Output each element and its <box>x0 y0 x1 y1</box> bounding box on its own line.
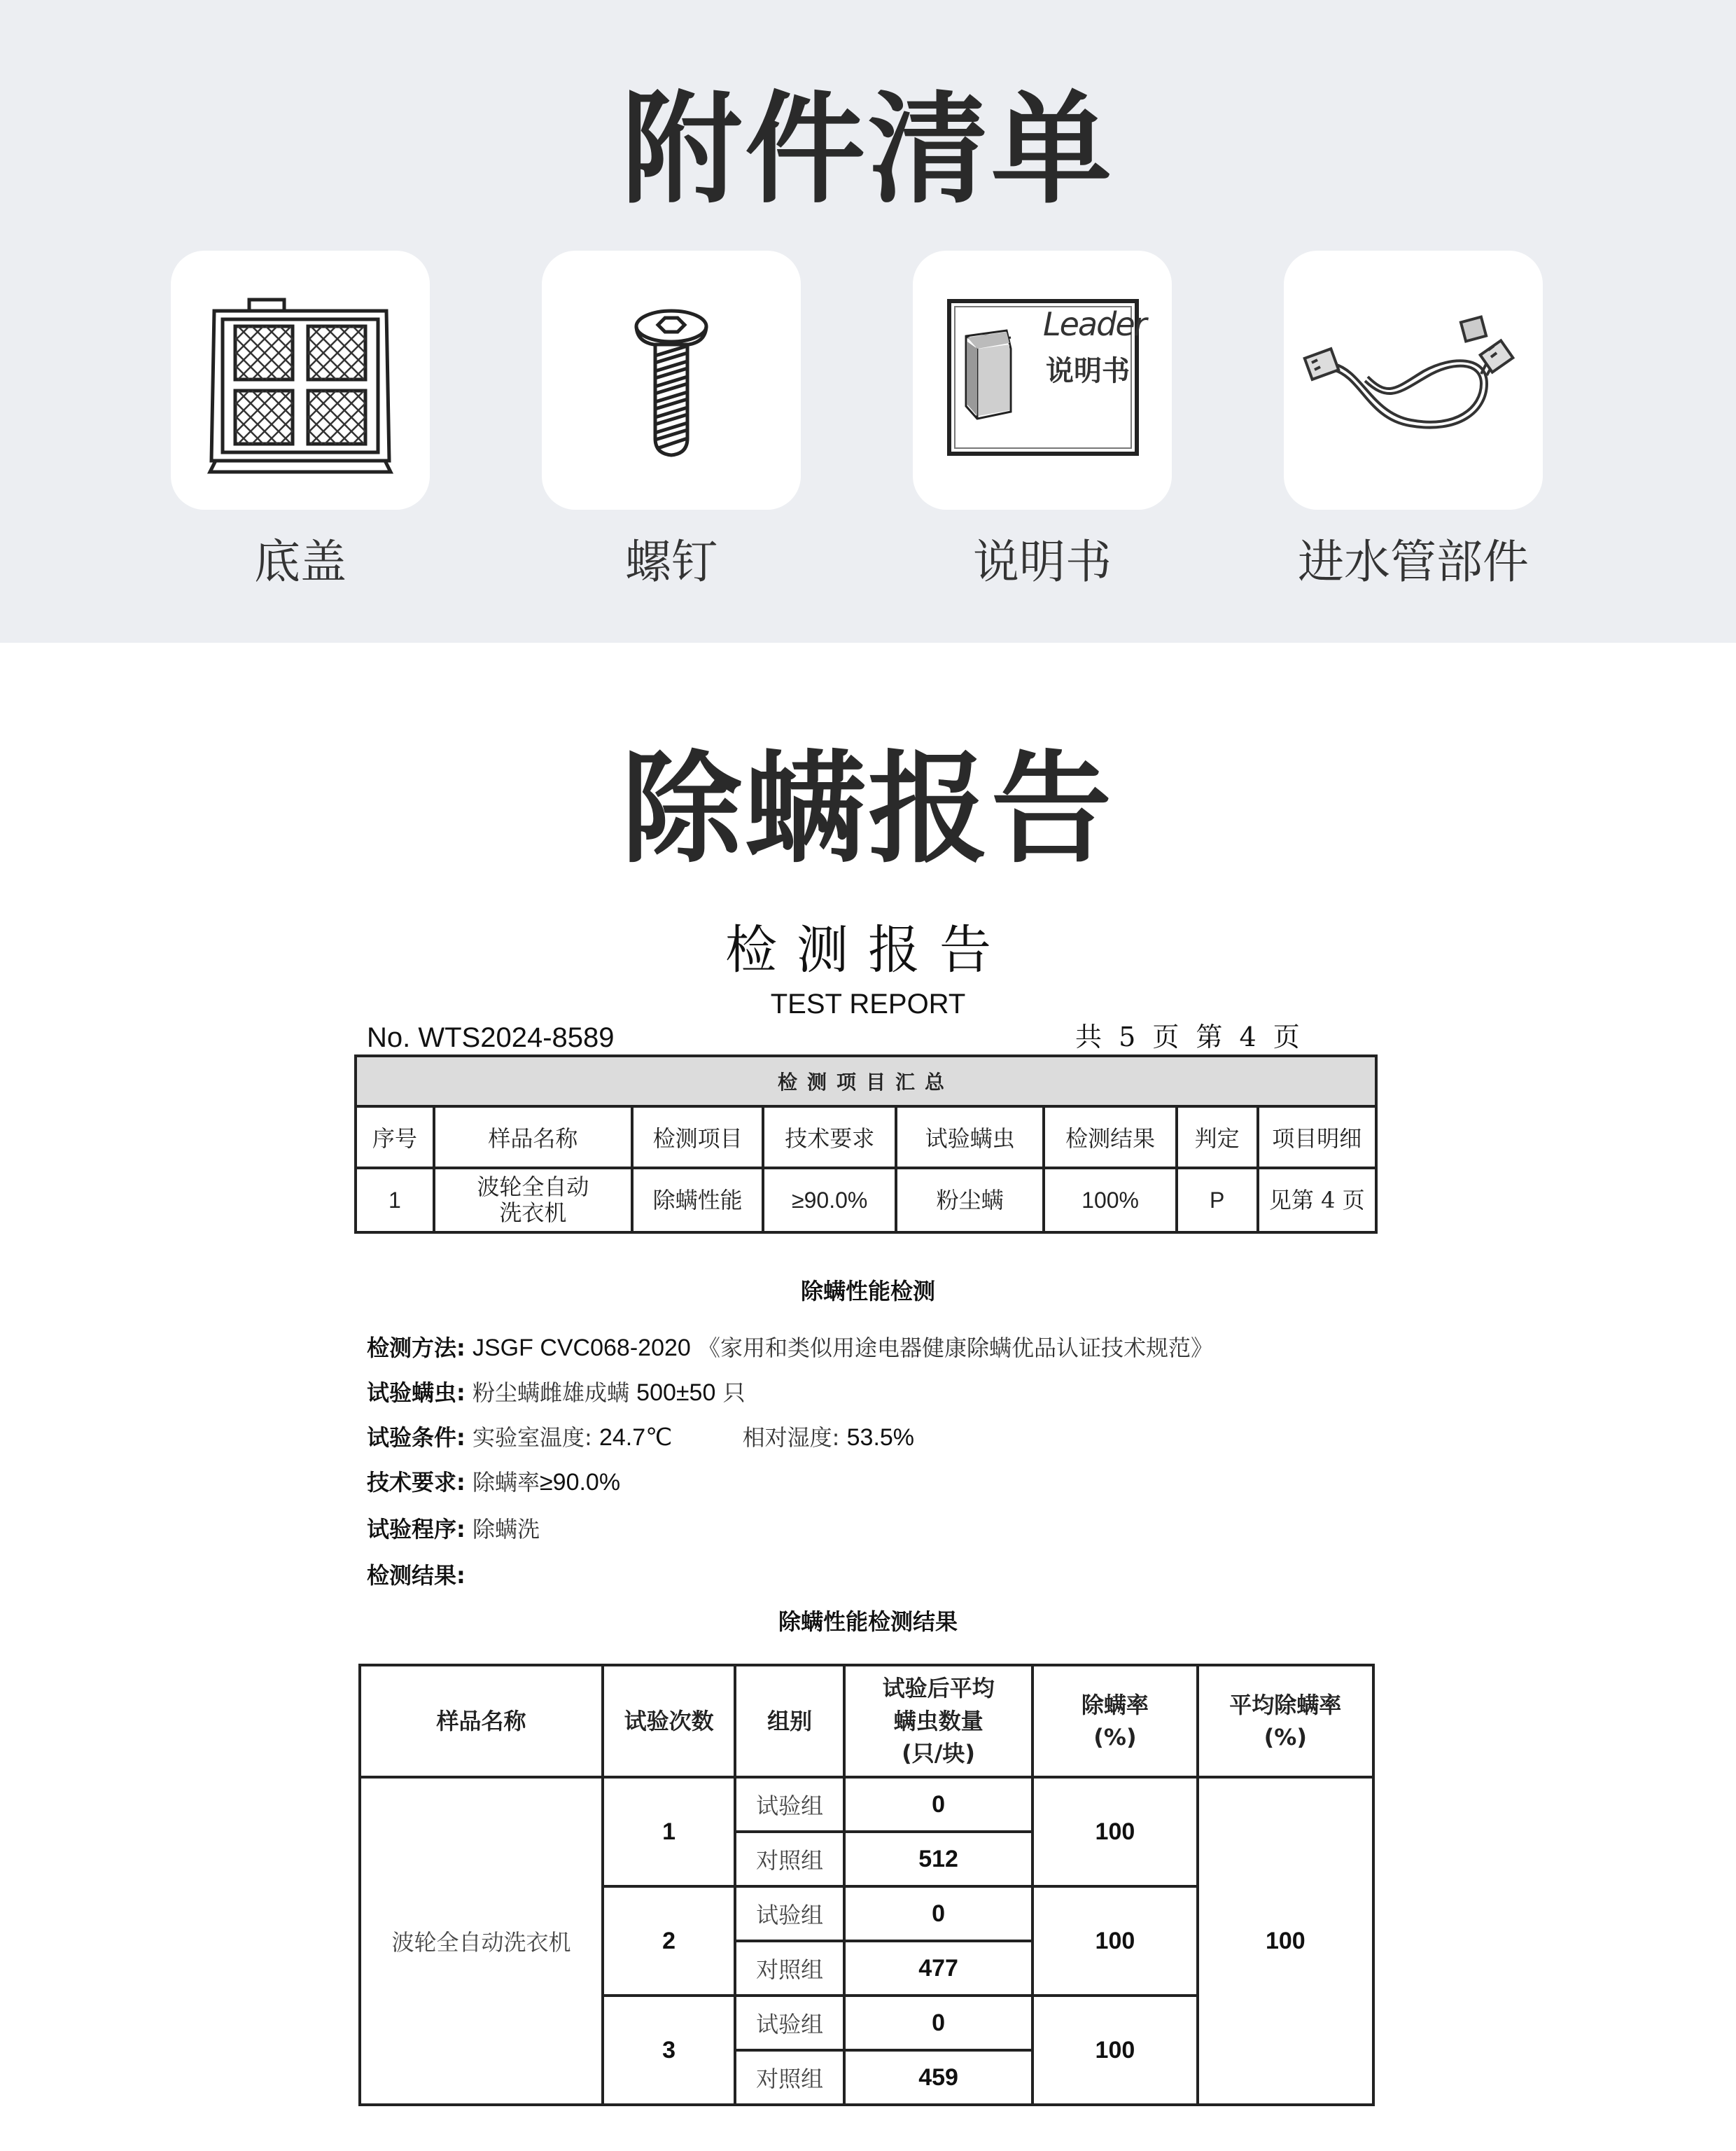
summary-caption: 检测项目汇总 <box>356 1056 1376 1106</box>
report-subtitle: TEST REPORT <box>770 989 966 1019</box>
detail-mite-label: 试验螨虫: <box>367 1379 465 1406</box>
detail-proc-label: 试验程序: <box>367 1516 465 1543</box>
accessory-label-bottom-cover: 底盖 <box>254 535 346 589</box>
accessory-card-inlet-hose <box>1284 251 1543 510</box>
results-header-count <box>844 1665 1032 1777</box>
results-rate: 100 <box>1032 1777 1197 1886</box>
results-group-test: 试验组 <box>735 1996 844 2050</box>
accessory-card-manual <box>913 251 1172 510</box>
results-group-test: 试验组 <box>735 1777 844 1832</box>
summary-header: 检测结果 <box>1044 1106 1177 1168</box>
summary-header: 检测项目 <box>632 1106 763 1168</box>
detail-conditions <box>367 1426 914 1449</box>
report-title: 检测报告 <box>725 920 1011 980</box>
results-group-test: 试验组 <box>735 1886 844 1941</box>
detail-proc-text: 除螨洗 <box>472 1516 540 1543</box>
results-trial-number: 3 <box>603 1996 735 2105</box>
summary-cell-result: 100% <box>1044 1168 1177 1232</box>
results-header-count-line: (只/块) <box>902 1740 976 1767</box>
results-rate: 100 <box>1032 1996 1197 2105</box>
screw-icon <box>542 251 801 510</box>
results-sample-name: 波轮全自动洗衣机 <box>360 1777 603 2105</box>
results-rate: 100 <box>1032 1886 1197 1996</box>
results-header-sample: 样品名称 <box>360 1665 603 1777</box>
results-count-test: 0 <box>844 1886 1032 1941</box>
report-page-info: 共 5 页 第 4 页 <box>1075 1022 1304 1052</box>
summary-cell-verdict: P <box>1177 1168 1258 1232</box>
summary-cell-requirement: ≥90.0% <box>763 1168 896 1232</box>
results-header-average-line: 平均除螨率 <box>1229 1691 1342 1718</box>
report-section-title: 除螨报告 <box>622 739 1114 879</box>
accessory-label-manual: 说明书 <box>973 535 1112 589</box>
results-average-rate: 100 <box>1198 1777 1373 2105</box>
summary-cell-index: 1 <box>356 1168 434 1232</box>
detail-method-label: 检测方法: <box>367 1335 465 1361</box>
detail-method-code: JSGF CVC068-2020 <box>472 1335 691 1361</box>
detail-mite-count: 500±50 <box>636 1379 716 1406</box>
results-header-rate-line: (%) <box>1093 1724 1137 1750</box>
accessories-title: 附件清单 <box>622 79 1114 220</box>
results-header-rate <box>1032 1665 1197 1777</box>
summary-header-row <box>356 1106 1376 1168</box>
results-table <box>358 1664 1375 2106</box>
summary-header: 样品名称 <box>434 1106 632 1168</box>
results-count-control: 477 <box>844 1941 1032 1996</box>
summary-header: 试验螨虫 <box>896 1106 1044 1168</box>
results-header-average-line: (%) <box>1264 1724 1307 1750</box>
results-count-test: 0 <box>844 1777 1032 1832</box>
summary-data-row <box>356 1168 1376 1232</box>
bottom-cover-icon <box>171 251 430 510</box>
detail-req-label: 技术要求: <box>367 1469 465 1496</box>
detail-temp-value: 24.7℃ <box>598 1424 673 1451</box>
results-header-group: 组别 <box>735 1665 844 1777</box>
detail-requirement <box>367 1470 620 1494</box>
manual-icon <box>913 251 1172 510</box>
report-number: No. WTS2024-8589 <box>367 1022 615 1053</box>
results-header-row <box>360 1665 1373 1777</box>
results-header-rate-line: 除螨率 <box>1081 1691 1149 1718</box>
accessory-label-screw: 螺钉 <box>625 535 718 589</box>
results-group-control: 对照组 <box>735 2050 844 2105</box>
detail-temp-label: 实验室温度: <box>472 1424 592 1451</box>
summary-header: 技术要求 <box>763 1106 896 1168</box>
summary-cell-sample: 波轮全自动洗衣机 <box>434 1168 632 1232</box>
summary-header: 项目明细 <box>1258 1106 1376 1168</box>
inlet-hose-icon <box>1284 251 1543 510</box>
detail-mite <box>367 1381 746 1405</box>
summary-cell-item: 除螨性能 <box>632 1168 763 1232</box>
results-heading: 除螨性能检测结果 <box>778 1608 958 1635</box>
results-group-control: 对照组 <box>735 1941 844 1996</box>
detail-humidity-value: 53.5% <box>846 1424 915 1451</box>
detail-humidity-label: 相对湿度: <box>742 1424 840 1451</box>
accessories-section <box>0 0 1736 643</box>
results-header-count-line: 螨虫数量 <box>893 1707 983 1734</box>
detail-result <box>367 1564 465 1587</box>
results-group-control: 对照组 <box>735 1832 844 1886</box>
results-count-control: 459 <box>844 2050 1032 2105</box>
results-trial-number: 1 <box>603 1777 735 1886</box>
summary-cell-mite: 粉尘螨 <box>896 1168 1044 1232</box>
results-header-average <box>1198 1665 1373 1777</box>
detail-req-value: ≥90.0% <box>540 1469 621 1496</box>
detail-method <box>367 1336 1213 1360</box>
results-row <box>360 1777 1373 1832</box>
results-header-count-line: 试验后平均 <box>882 1675 995 1702</box>
results-count-control: 512 <box>844 1832 1032 1886</box>
performance-heading: 除螨性能检测 <box>800 1278 935 1304</box>
results-header-trial: 试验次数 <box>603 1665 735 1777</box>
detail-cond-label: 试验条件: <box>367 1424 465 1451</box>
summary-header: 判定 <box>1177 1106 1258 1168</box>
manual-cover-text: 说明书 <box>1046 355 1130 387</box>
detail-result-label: 检测结果: <box>367 1562 465 1589</box>
summary-table <box>354 1054 1378 1234</box>
accessory-card-screw <box>542 251 801 510</box>
detail-procedure <box>367 1516 540 1543</box>
detail-req-text: 除螨率 <box>472 1469 540 1496</box>
detail-mite-unit: 只 <box>722 1379 746 1406</box>
accessory-label-inlet-hose: 进水管部件 <box>1298 535 1529 589</box>
manual-brand-logo: Leader <box>1043 305 1146 343</box>
results-trial-number: 2 <box>603 1886 735 1996</box>
summary-cell-detail: 见第 4 页 <box>1258 1168 1376 1232</box>
detail-mite-text: 粉尘螨雌雄成螨 <box>472 1379 629 1406</box>
detail-method-text: 《家用和类似用途电器健康除螨优品认证技术规范》 <box>697 1335 1213 1361</box>
summary-header: 序号 <box>356 1106 434 1168</box>
accessory-card-bottom-cover <box>171 251 430 510</box>
results-count-test: 0 <box>844 1996 1032 2050</box>
